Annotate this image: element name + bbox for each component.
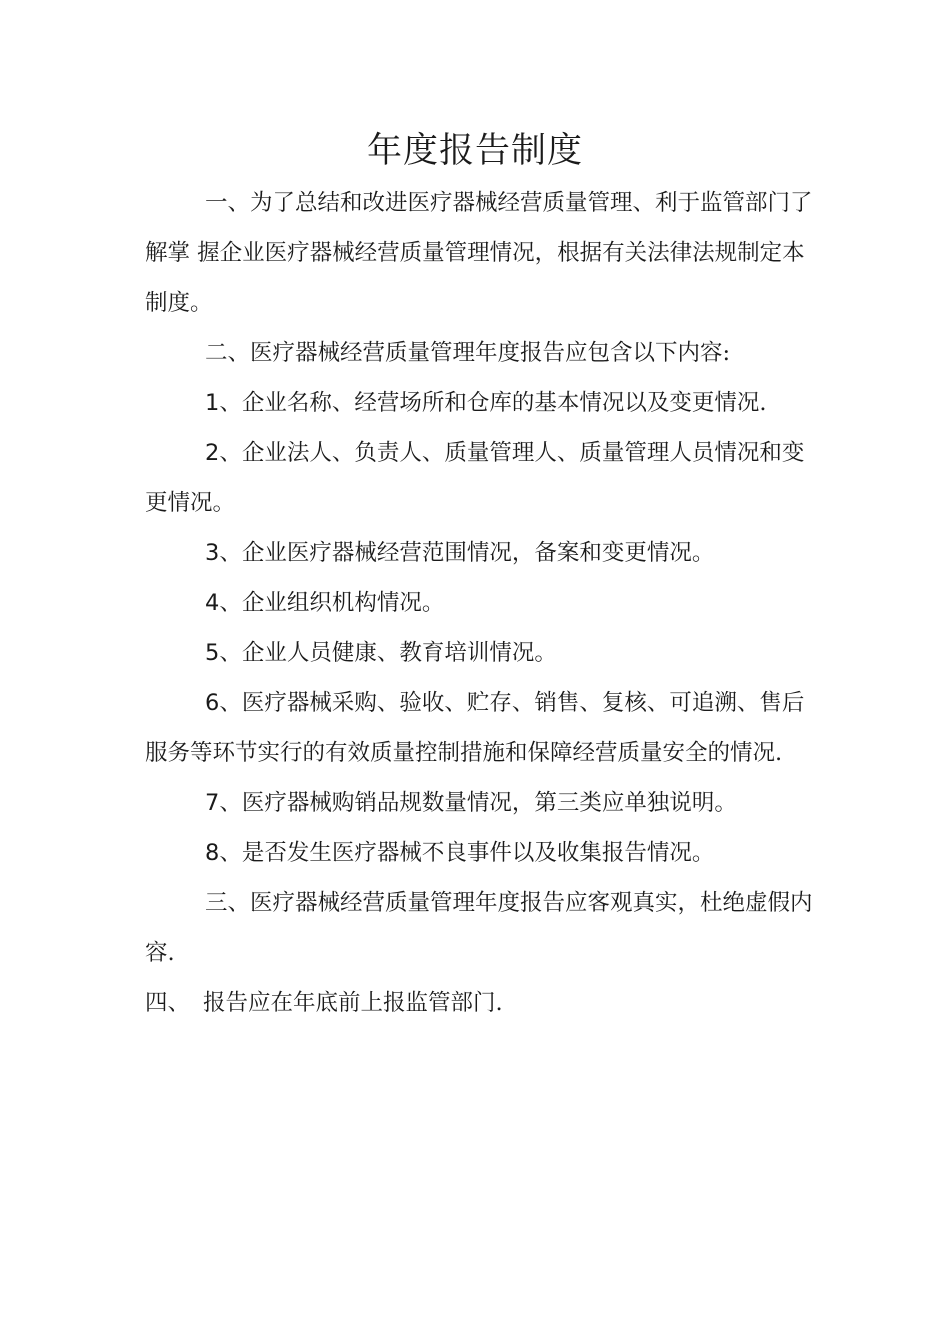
list-number: 4、 <box>205 590 242 616</box>
list-number: 3、 <box>205 540 242 566</box>
document-title: 年度报告制度 <box>366 131 583 171</box>
list-number: 8、 <box>205 840 242 866</box>
paragraph-3 <box>145 878 825 978</box>
list-number: 6、 <box>205 690 242 716</box>
list-text: 企业名称、经营场所和仓库的基本情况以及变更情况. <box>241 390 767 416</box>
list-item-1 <box>145 378 825 428</box>
paragraph-2 <box>145 328 825 378</box>
list-item-5 <box>145 628 825 678</box>
list-number: 2、 <box>205 440 242 466</box>
list-item-3 <box>145 528 825 578</box>
paragraph-text: 医疗器械经营质量管理年度报告应客观真实，杜绝虚假内容. <box>145 890 813 966</box>
list-item-7 <box>145 778 825 828</box>
list-text: 医疗器械购销品规数量情况，第三类应单独说明。 <box>241 790 737 816</box>
list-number: 5、 <box>205 640 242 666</box>
paragraph-4 <box>145 978 825 1028</box>
list-item-4 <box>145 578 825 628</box>
paragraph-marker: 四、 <box>145 990 191 1016</box>
paragraph-1 <box>145 178 825 328</box>
list-item-6 <box>145 678 825 778</box>
list-item-2 <box>145 428 825 528</box>
paragraph-text: 医疗器械经营质量管理年度报告应包含以下内容: <box>250 340 731 366</box>
paragraph-marker: 二、 <box>205 340 251 366</box>
list-number: 1、 <box>205 390 242 416</box>
list-text: 是否发生医疗器械不良事件以及收集报告情况。 <box>241 840 715 866</box>
list-item-8 <box>145 828 825 878</box>
list-text: 企业组织机构情况。 <box>241 590 445 616</box>
paragraph-marker: 三、 <box>205 890 251 916</box>
document-body <box>145 178 825 1028</box>
list-text: 企业医疗器械经营范围情况，备案和变更情况。 <box>241 540 715 566</box>
list-text: 医疗器械采购、验收、贮存、销售、复核、可追溯、售后服务等环节实行的有效质量控制措施和保障经营质量安全的情况. <box>145 690 805 766</box>
list-text: 企业人员健康、教育培训情况。 <box>241 640 557 666</box>
paragraph-marker: 一、 <box>205 190 251 216</box>
list-text: 企业法人、负责人、质量管理人、质量管理人员情况和变更情况。 <box>145 440 805 516</box>
list-number: 7、 <box>205 790 242 816</box>
paragraph-text: 报告应在年底前上报监管部门. <box>203 990 503 1016</box>
paragraph-text: 为了总结和改进医疗器械经营质量管理、利于监管部门了解掌 握企业医疗器械经营质量管理情况，根据有关法律法规制定本制度。 <box>145 190 813 316</box>
